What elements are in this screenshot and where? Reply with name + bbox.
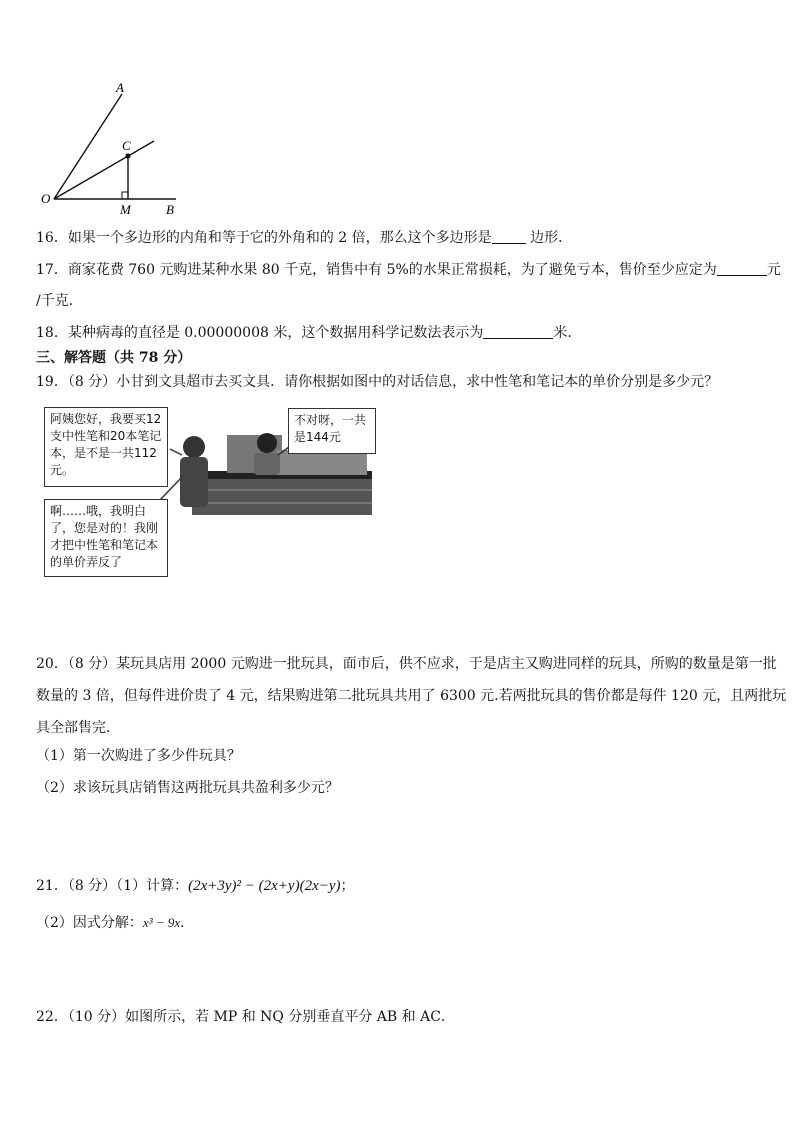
point-c xyxy=(125,153,130,158)
question-20-line1 xyxy=(36,654,777,674)
label-o: O xyxy=(41,191,51,206)
question-20-sub1 xyxy=(36,746,241,766)
question-22 xyxy=(36,1007,455,1027)
question-18 xyxy=(36,323,581,343)
question-20-line3 xyxy=(36,718,120,738)
label-a: A xyxy=(116,80,124,95)
q21-suffix: ； xyxy=(340,878,355,894)
q21-expression: (2x+3y)² − (2x+y)(2x−y) xyxy=(188,878,341,894)
speech-bubble-clerk: 不对呀，一共是144元 xyxy=(288,408,376,454)
q20-sub2-text: （2）求该玩具店销售这两批玩具共盈利多少元？ xyxy=(36,780,339,796)
question-16 xyxy=(36,228,572,248)
shop-counter xyxy=(192,475,372,515)
q17-answer-blank[interactable] xyxy=(717,261,767,276)
q21-prefix: 21．（8 分）（1）计算： xyxy=(36,878,189,894)
question-20-sub2 xyxy=(36,778,339,798)
shopper-head xyxy=(183,436,205,458)
q18-text: 18．某种病毒的直径是 0.00000008 米，这个数据用科学记数法表示为 xyxy=(36,325,484,341)
q19-text: 19．（8 分）小甘到文具超市去买文具．请你根据如图中的对话信息，求中性笔和笔记本的单价分别是多少元？ xyxy=(36,374,719,390)
q17-text-line2: /千克． xyxy=(36,293,83,309)
q17-unit: 元 xyxy=(766,262,781,278)
label-m: M xyxy=(120,202,131,217)
question-21 xyxy=(36,876,355,896)
right-angle-mark xyxy=(122,192,128,199)
q20-text-line1: 20．（8 分）某玩具店用 2000 元购进一批玩具，面市后，供不应求，于是店主又购进同样的玩具，所购的数量是第一批 xyxy=(36,656,777,672)
question-17-line2 xyxy=(36,291,83,311)
bubble-tail-left-top xyxy=(170,449,182,455)
q20-text-line2: 数量的 3 倍，但每件进价贵了 4 元，结果购进第二批玩具共用了 6300 元.若两批玩具的售价都是每件 120 元，且两批玩 xyxy=(36,688,787,704)
question-21-sub2 xyxy=(36,913,194,933)
question-17 xyxy=(36,260,781,280)
q21-sub2-prefix: （2）因式分解： xyxy=(36,915,143,931)
clerk-head xyxy=(257,433,277,453)
q22-text: 22．（10 分）如图所示，若 MP 和 NQ 分别垂直平分 AB 和 AC． xyxy=(36,1009,455,1025)
q16-answer-blank[interactable] xyxy=(492,229,526,244)
speech-bubble-shopper-1: 阿姨您好，我要买12支中性笔和20本笔记本，是不是一共112元。 xyxy=(44,407,168,487)
q20-text-line3: 具全部售完． xyxy=(36,720,120,736)
q17-text: 17．商家花费 760 元购进某种水果 80 千克，销售中有 5%的水果正常损耗，为了避免亏本，售价至少应定为 xyxy=(36,262,717,278)
ray-oa xyxy=(54,94,122,199)
q21-sub2-expression: x³ − 9x xyxy=(142,915,181,930)
angle-figure xyxy=(36,78,196,218)
clerk-body xyxy=(254,453,280,475)
question-19 xyxy=(36,372,718,392)
section-3-title-text: 三、解答题（共 78 分） xyxy=(36,350,192,366)
question-20-line2 xyxy=(36,686,786,706)
ray-oc xyxy=(54,141,154,199)
shop-dialogue-illustration xyxy=(42,405,378,577)
section-3-title xyxy=(36,348,191,368)
q18-unit: 米． xyxy=(553,325,582,341)
q21-sub2-suffix: ． xyxy=(180,915,195,931)
label-c: C xyxy=(122,138,131,153)
q20-sub1-text: （1）第一次购进了多少件玩具？ xyxy=(36,748,241,764)
q18-answer-blank[interactable] xyxy=(483,324,553,339)
q16-text: 16．如果一个多边形的内角和等于它的外角和的 2 倍，那么这个多边形是 xyxy=(36,230,492,246)
speech-bubble-shopper-2: 啊……哦，我明白了，您是对的！我刚才把中性笔和笔记本的单价弄反了 xyxy=(44,499,168,577)
label-b: B xyxy=(166,202,174,217)
shopper-body xyxy=(180,457,208,507)
q16-text-end: 边形． xyxy=(530,230,573,246)
